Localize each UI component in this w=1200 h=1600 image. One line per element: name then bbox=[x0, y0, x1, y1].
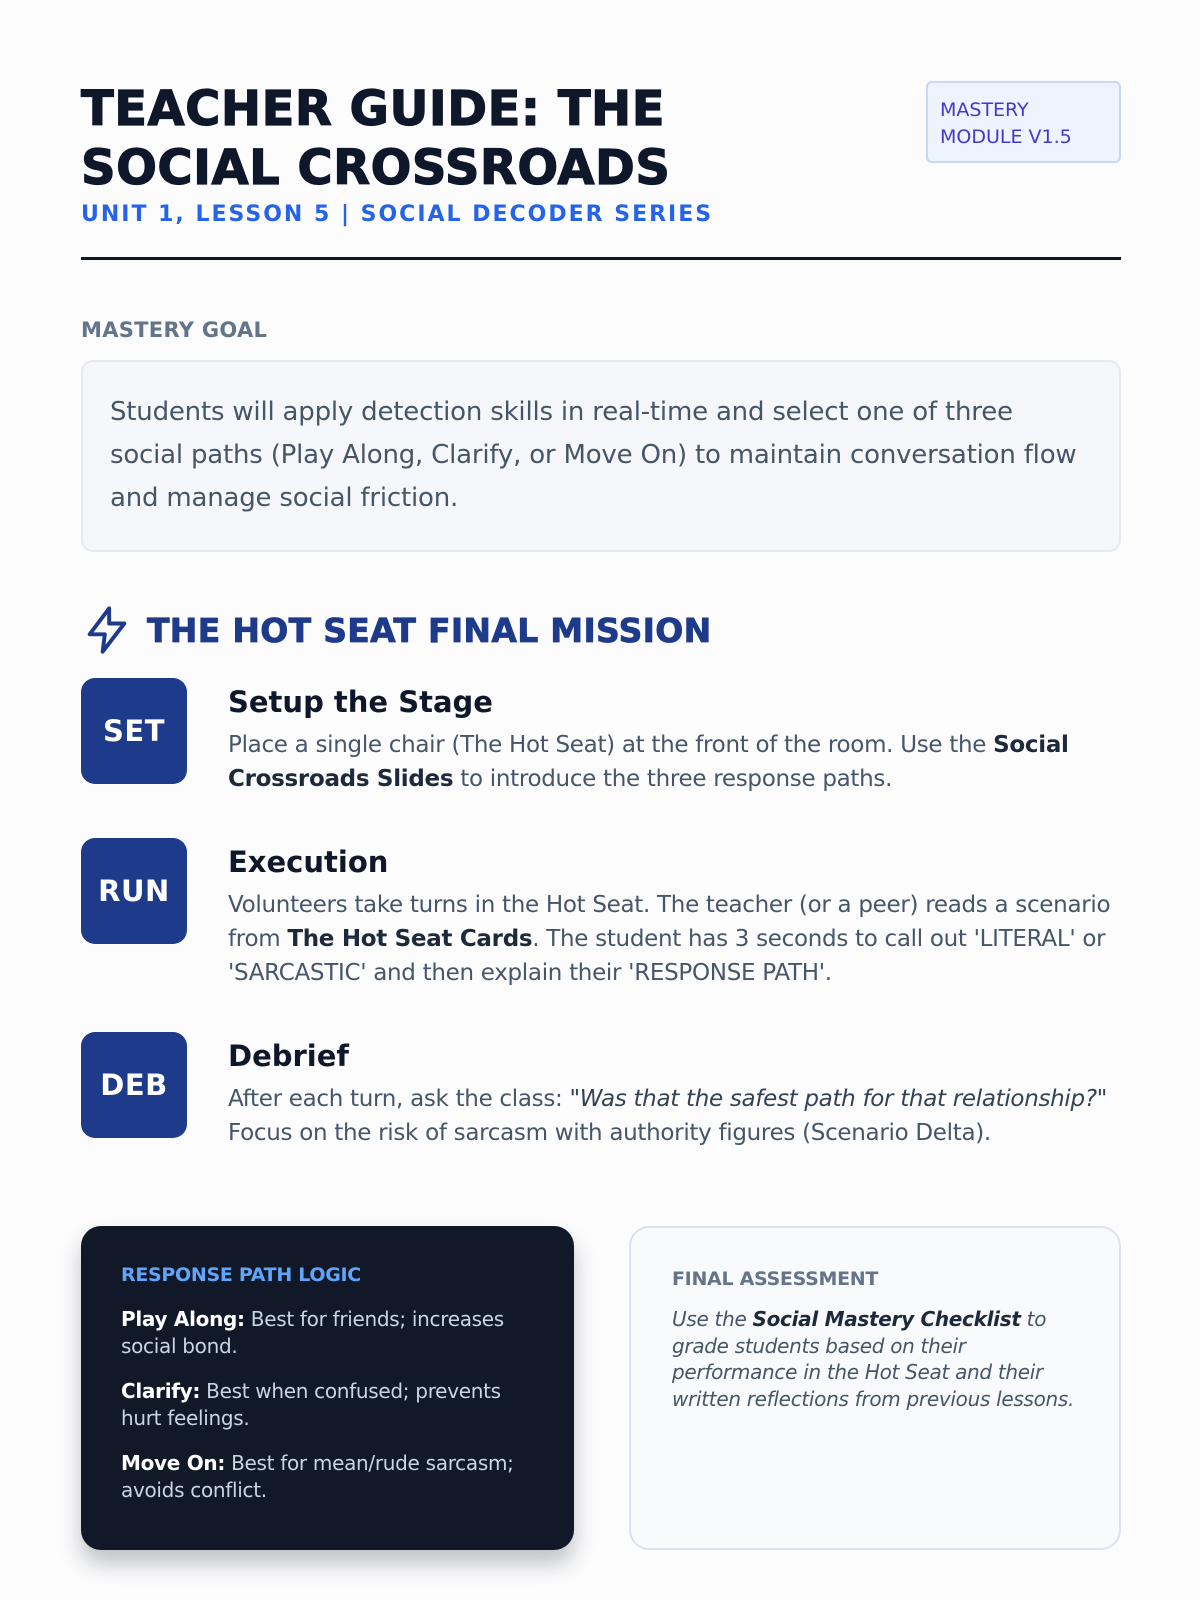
step-body-setup bbox=[228, 728, 1121, 796]
logic-term: Clarify: bbox=[121, 1379, 201, 1403]
bottom-cards bbox=[81, 1226, 1121, 1550]
guide-header bbox=[81, 0, 1121, 227]
mastery-goal-box: Students will apply detection skills in real-time and select one of three social paths (Play Along, Clarify, or Move On) to maintain conversation flow and manage social friction. bbox=[81, 360, 1121, 552]
response-path-logic-card bbox=[81, 1226, 574, 1550]
assessment-text-start: Use the bbox=[672, 1307, 753, 1331]
page-subtitle: UNIT 1, LESSON 5 | SOCIAL DECODER SERIES bbox=[81, 202, 714, 227]
hot-seat-cards-ref: The Hot Seat Cards bbox=[287, 926, 533, 952]
logic-desc: Best for mean/rude sarcasm; avoids conflict. bbox=[121, 1451, 514, 1502]
teacher-guide-page bbox=[81, 0, 1121, 1502]
logic-item-clarify bbox=[121, 1378, 534, 1432]
logic-item-play-along bbox=[121, 1306, 534, 1360]
step-setup bbox=[81, 678, 1121, 838]
step-body-execution bbox=[228, 888, 1121, 990]
step-body-debrief-text: After each turn, ask the class: bbox=[228, 1086, 570, 1112]
social-crossroads-slides-ref: Social Crossroads Slides bbox=[228, 732, 1069, 792]
step-execution bbox=[81, 838, 1121, 1032]
step-body-debrief-text-end: Focus on the risk of sarcasm with authority figures (Scenario Delta). bbox=[228, 1120, 991, 1146]
logic-item-move-on bbox=[121, 1450, 534, 1504]
step-badge-set: SET bbox=[81, 678, 187, 784]
step-title-execution: Execution bbox=[228, 845, 389, 879]
step-badge-run: RUN bbox=[81, 838, 187, 944]
step-badge-deb: DEB bbox=[81, 1032, 187, 1138]
final-assessment-text bbox=[672, 1306, 1078, 1412]
logic-desc: Best when confused; prevents hurt feelings. bbox=[121, 1379, 501, 1430]
page-title: TEACHER GUIDE: THE SOCIAL CROSSROADS bbox=[81, 81, 671, 196]
debrief-question: "Was that the safest path for that relationship?" bbox=[569, 1086, 1108, 1112]
step-debrief bbox=[81, 1032, 1121, 1192]
final-assessment-label: FINAL ASSESSMENT bbox=[672, 1268, 879, 1290]
logic-term: Move On: bbox=[121, 1451, 226, 1475]
mission-heading bbox=[81, 604, 1121, 656]
module-version-badge: MASTERY MODULE V1.5 bbox=[926, 81, 1121, 163]
assessment-text-end: to grade students based on their performance in the Hot Seat and their written reflections from previous lessons. bbox=[672, 1307, 1075, 1411]
header-divider bbox=[81, 257, 1121, 260]
response-path-logic-label: RESPONSE PATH LOGIC bbox=[121, 1264, 361, 1286]
step-title-setup: Setup the Stage bbox=[228, 685, 493, 719]
step-title-debrief: Debrief bbox=[228, 1039, 350, 1073]
social-mastery-checklist-ref: Social Mastery Checklist bbox=[752, 1307, 1021, 1331]
final-assessment-card bbox=[629, 1226, 1121, 1550]
step-body-debrief bbox=[228, 1082, 1121, 1150]
step-body-execution-text-end: . The student has 3 seconds to call out 'LITERAL' or 'SARCASTIC' and then explain their 'RESPONSE PATH'. bbox=[228, 926, 1106, 986]
mission-title: THE HOT SEAT FINAL MISSION bbox=[147, 610, 712, 650]
step-body-setup-text: Place a single chair (The Hot Seat) at the front of the room. Use the bbox=[228, 732, 994, 758]
logic-term: Play Along: bbox=[121, 1307, 245, 1331]
logic-desc: Best for friends; increases social bond. bbox=[121, 1307, 504, 1358]
lightning-bolt-icon bbox=[81, 604, 133, 656]
step-body-setup-text-end: to introduce the three response paths. bbox=[453, 766, 893, 792]
mastery-goal-label: MASTERY GOAL bbox=[81, 318, 268, 342]
step-body-execution-text: Volunteers take turns in the Hot Seat. The teacher (or a peer) reads a scenario from bbox=[228, 892, 1111, 952]
